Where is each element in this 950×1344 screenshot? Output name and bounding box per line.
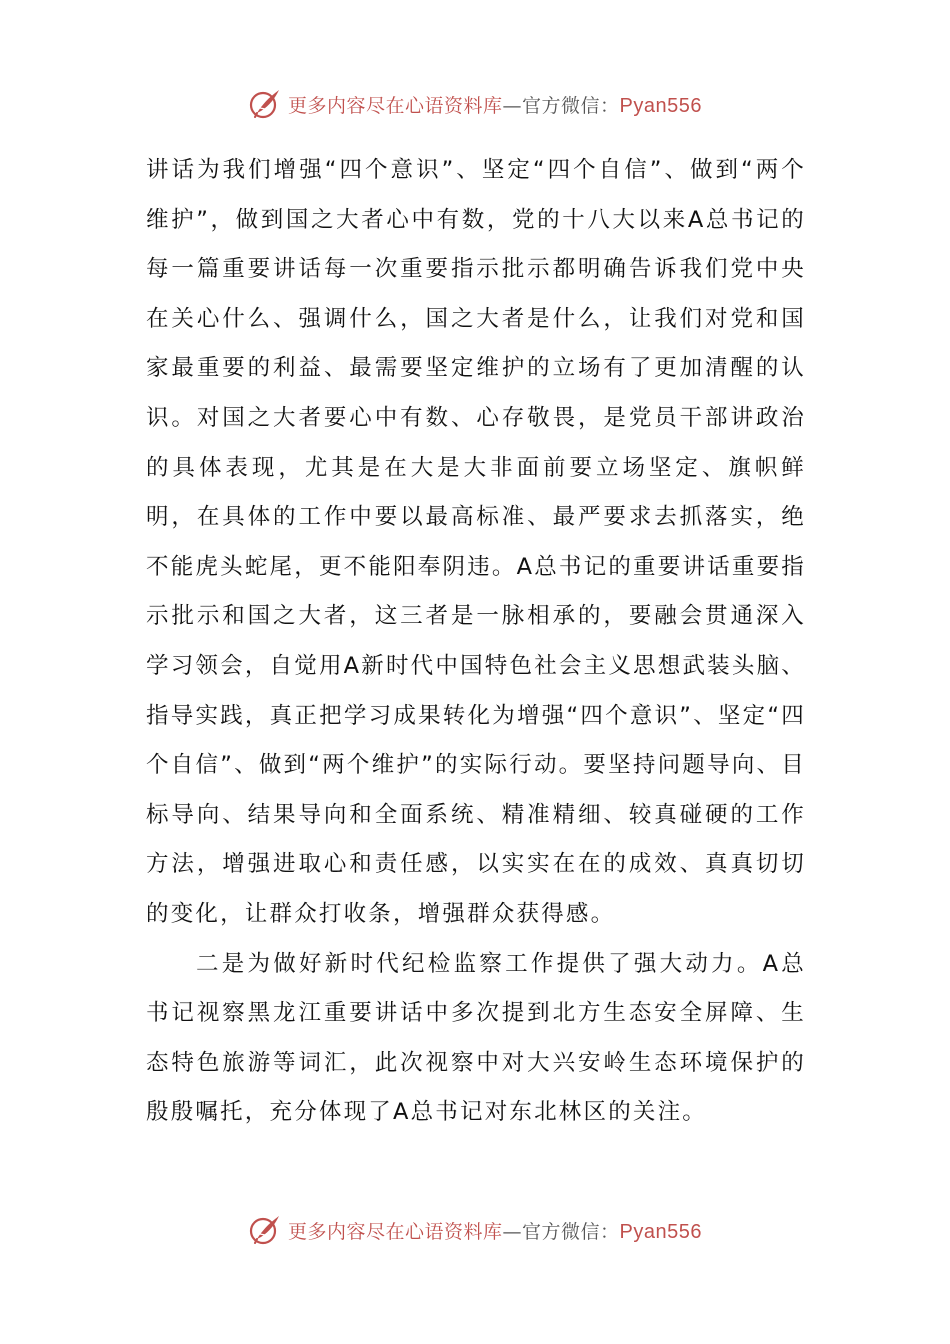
body-paragraph-2: 二是为做好新时代纪检监察工作提供了强大动力。A总书记视察黑龙江重要讲话中多次提到北方生态安全屏障、生态特色旅游等词汇，此次视察中对大兴安岭生态环境保护的殷殷嘱托，充分体现了A总书记对东北林区的关注。 xyxy=(146,950,806,1126)
footer-separator: — xyxy=(502,1220,523,1243)
footer-account-id: Pyan556 xyxy=(619,1220,702,1243)
footer-banner xyxy=(0,1210,950,1250)
footer-brand: 更多内容尽在心语资料库 xyxy=(288,1220,503,1243)
body-paragraph-1: 讲话为我们增强“四个意识”、坚定“四个自信”、做到“两个维护”，做到国之大者心中有数，党的十八大以来A总书记的每一篇重要讲话每一次重要指示批示都明确告诉我们党中央在关心什么、强调什么，国之大者是什么，让我们对党和国家最重要的利益、最需要坚定维护的立场有了更加清醒的认识。对国之大者要心中有数、心存敬畏，是党员干部讲政治的具体表现，尤其是在大是大非面前要立场坚定、旗帜鲜明，在具体的工作中要以最高标准、最严要求去抓落实，绝不能虎头蛇尾，更不能阳奉阴违。A总书记的重要讲话重要指示批示和国之大者，这三者是一脉相承的，要融会贯通深入学习领会，自觉用A新时代中国特色社会主义思想武装头脑、指导实践，真正把学习成果转化为增强“四个意识”、坚定“四个自信”、做到“两个维护”的实际行动。要坚持问题导向、目标导向、结果导向和全面系统、精准精细、较真碰硬的工作方法，增强进取心和责任感，以实实在在的成效、真真切切的变化，让群众打收条，增强群众获得感。 xyxy=(146,157,806,927)
header-account-id: Pyan556 xyxy=(619,94,702,117)
header-official-label: 官方微信： xyxy=(522,94,620,117)
header-banner xyxy=(0,84,950,124)
header-banner-text xyxy=(288,91,702,118)
header-brand: 更多内容尽在心语资料库 xyxy=(288,94,503,117)
quill-pen-logo-icon xyxy=(248,1213,282,1247)
quill-pen-logo-icon xyxy=(248,87,282,121)
document-body xyxy=(146,146,806,1138)
footer-official-label: 官方微信： xyxy=(522,1220,620,1243)
header-separator: — xyxy=(502,94,523,117)
footer-banner-text xyxy=(288,1217,702,1244)
